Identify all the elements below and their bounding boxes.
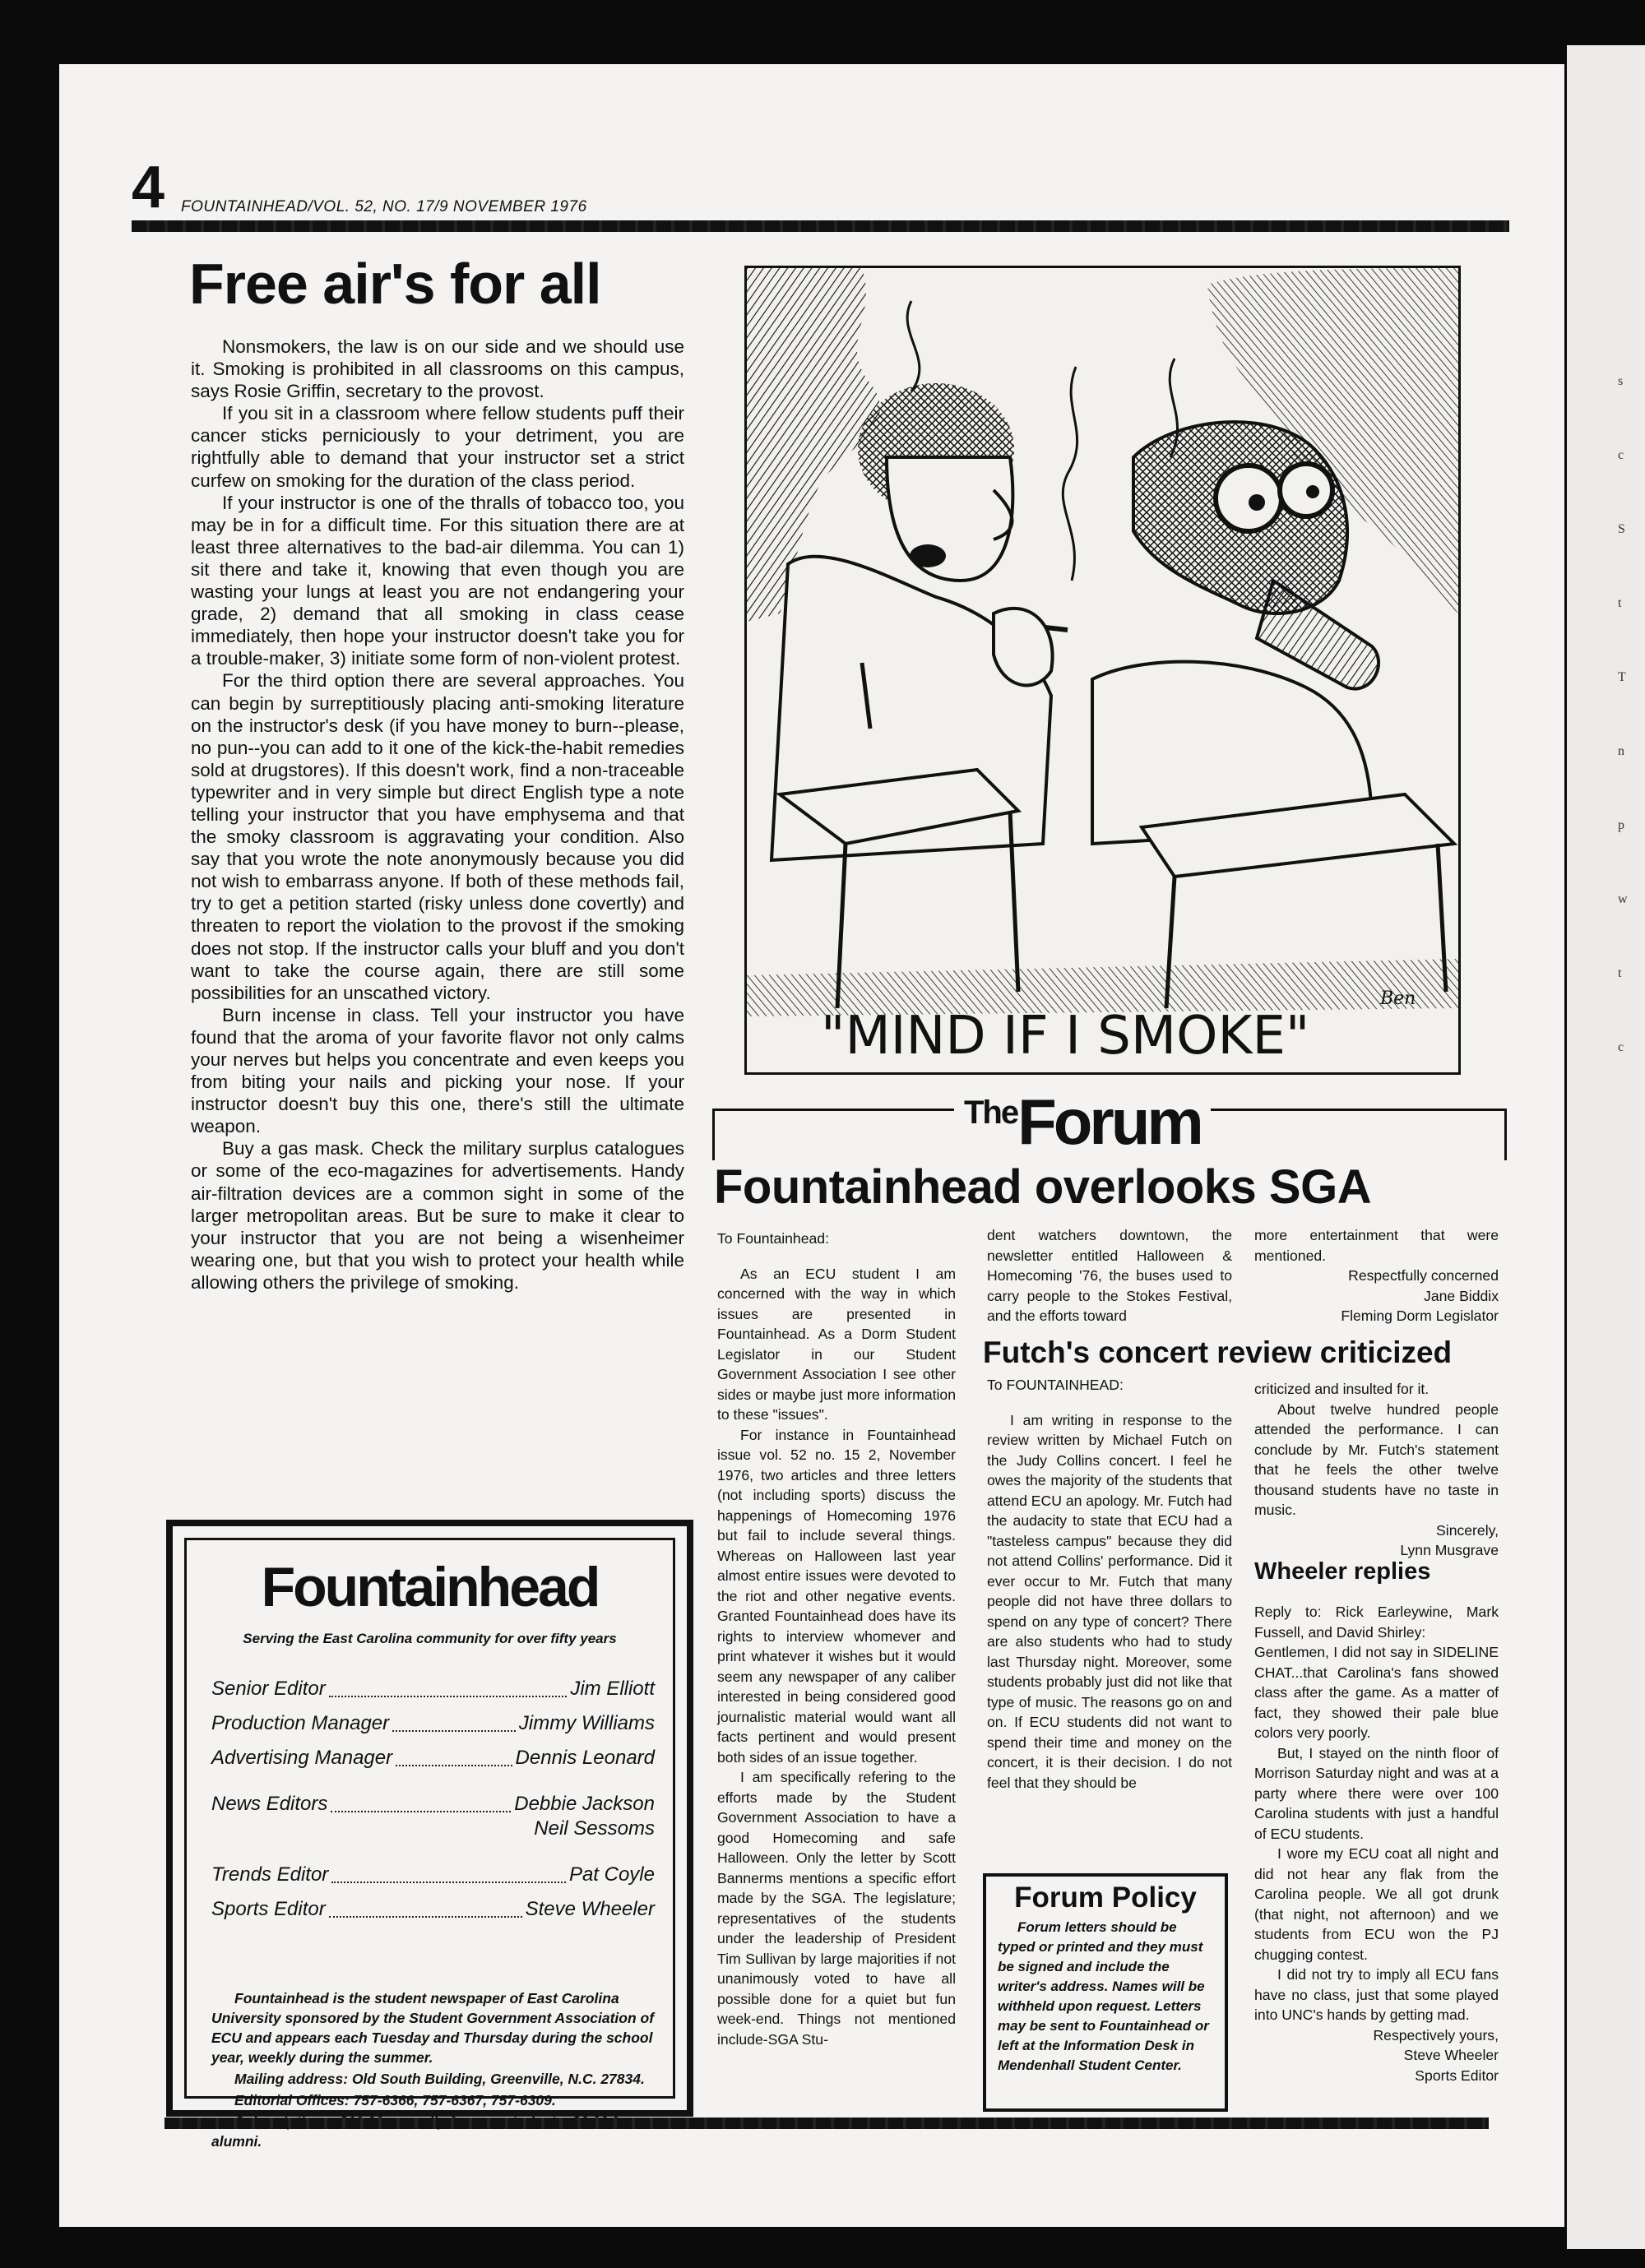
masthead-note: Mailing address: Old South Building, Greenville, N.C. 27834.	[234, 2071, 645, 2087]
letter-paragraph: I wore my ECU coat all night and did not hear any flak from the Carolina people. We all got drunk (that night, not afternoon) and we students from ECU won the PJ chugging contest.	[1254, 1845, 1499, 1963]
letter-salutation: To Fountainhead:	[717, 1230, 829, 1247]
adjacent-page-fragment: s	[1618, 374, 1624, 388]
forum-logo	[954, 1085, 1211, 1158]
wheeler-headline: Wheeler replies	[1254, 1558, 1431, 1585]
staff-row	[211, 1706, 655, 1741]
letter-reply-to: Reply to: Rick Earleywine, Mark Fussell, and David Shirley:	[1254, 1604, 1499, 1641]
editorial-headline: Free air's for all	[189, 252, 601, 316]
staff-row	[211, 1892, 655, 1927]
adjacent-page-edge	[1567, 45, 1645, 2249]
editorial-cartoon	[744, 266, 1461, 1075]
letter-signature-title: Fleming Dorm Legislator	[1341, 1308, 1499, 1324]
staff-role: Sports Editor	[211, 1898, 326, 1920]
cartoon-caption: "MIND IF I SMOKE"	[821, 1006, 1310, 1067]
adjacent-page-fragment: n	[1618, 744, 1624, 758]
adjacent-page-fragment: S	[1618, 522, 1625, 536]
staff-role: News Editors	[211, 1793, 328, 1815]
adjacent-page-fragment: T	[1618, 670, 1626, 684]
letter-salutation: To FOUNTAINHEAD:	[987, 1377, 1124, 1393]
forum-policy-box	[983, 1873, 1228, 2112]
editorial-paragraph: If you sit in a classroom where fellow students puff their cancer sticks perniciously to your detriment, you are rightfully able to demand that your instructor set a strict curfew on smoking for the duration of the class period.	[191, 403, 684, 491]
letter-wheeler	[1254, 1602, 1499, 2085]
letter-sga-col-b	[987, 1225, 1232, 1326]
editorial-paragraph: Nonsmokers, the law is on our side and we should use it. Smoking is prohibited in all classrooms on this campus, says Rosie Griffin, secretary to the provost.	[191, 336, 684, 402]
staff-name: Jimmy Williams	[518, 1712, 655, 1734]
letter-signature-title: Sports Editor	[1415, 2067, 1499, 2084]
cartoon-drawing	[747, 268, 1458, 1072]
staff-name: Jim Elliott	[570, 1678, 655, 1700]
letter-paragraph: For instance in Fountainhead issue vol. 52 no. 15 2, November 1976, two articles and three letters (not including sports) discuss the happenings of Homecoming 1976 but fail to include several things. Whereas on Halloween last year almost entire issues were devoted to the riot and other negative events. Granted Fountainhead does have its rights to interview whomever and print whatever it wishes but it would seem any newspaper of any caliber interested in being considered good journalistic material would want all facts pertinent and would present both sides of an issue together.	[717, 1426, 956, 1766]
man-face	[887, 457, 1012, 581]
staff-role: Trends Editor	[211, 1863, 329, 1886]
adjacent-page-fragment: t	[1618, 966, 1622, 980]
letter-futch-col-a	[987, 1375, 1232, 1793]
staff-role: Advertising Manager	[211, 1747, 393, 1769]
staff-name: Steve Wheeler	[525, 1898, 655, 1920]
adjacent-page-fragment: t	[1618, 596, 1622, 610]
staff-row	[211, 1741, 655, 1775]
staff-role: Production Manager	[211, 1712, 390, 1734]
letter-signature: Steve Wheeler	[1403, 2047, 1499, 2063]
staff-name: Debbie Jackson	[514, 1793, 655, 1815]
forum-policy-title: Forum Policy	[1014, 1882, 1197, 1914]
letter-paragraph: But, I stayed on the ninth floor of Morrison Saturday night and was at a party where there were over 100 Carolina students with just a handful of ECU students.	[1254, 1744, 1499, 1842]
masthead-inner	[184, 1538, 675, 2150]
adjacent-page-fragment: p	[1618, 818, 1624, 832]
letter-paragraph: I did not try to imply all ECU fans have no class, just that some played into UNC's hands by getting mad.	[1254, 1966, 1499, 2023]
letter-closing: Respectfully concerned	[1348, 1267, 1499, 1284]
letter-paragraph: dent watchers downtown, the newsletter entitled Halloween & Homecoming '76, the buses used to carry people to the Stokes Festival, and the efforts toward	[987, 1227, 1232, 1324]
letter-paragraph: criticized and insulted for it.	[1254, 1381, 1430, 1397]
forum-logo-the: The	[964, 1095, 1018, 1131]
masthead-tagline: Serving the East Carolina community for over fifty years	[243, 1631, 617, 1646]
letter-paragraph: more entertainment that were mentioned.	[1254, 1227, 1499, 1264]
masthead-note: Editorial Offices: 757-6366, 757-6367, 757-6309.	[234, 2092, 556, 2108]
page-number: 4	[132, 155, 165, 220]
editorial-body	[191, 336, 684, 1294]
letter-paragraph: As an ECU student I am concerned with the way in which issues are presented in Fountainhead. As a Dorm Student Legislator in our Student Government Association I see other sides or maybe just more information to these "issues".	[717, 1265, 956, 1423]
adjacent-page-fragment: w	[1618, 892, 1628, 906]
adjacent-page-fragment: c	[1618, 448, 1624, 462]
letter-sga-col-a	[717, 1229, 956, 2049]
staff-name: Pat Coyle	[568, 1863, 655, 1886]
editorial-paragraph: Buy a gas mask. Check the military surplus catalogues or some of the eco-magazines for advertisements. Handy air-filtration devices are a common sight in some of the larger metropolitan areas. But be sure to make it clear to your instructor that you are not being a wisenheimer wearing one, but that you wish to protect your health while allowing others the privilege of smoking.	[191, 1138, 684, 1293]
adjacent-page-fragment: c	[1618, 1040, 1624, 1054]
staff-row	[211, 1858, 655, 1892]
bottom-rule	[164, 2118, 1489, 2129]
man-hand	[994, 609, 1053, 686]
staff-name: Neil Sessoms	[534, 1817, 655, 1840]
masthead-box	[166, 1520, 693, 2150]
editorial-paragraph: Burn incense in class. Tell your instructor you have found that the aroma of your favorite flavor not only calms your nerves but helps you concentrate and even keeps you from biting your nails and picking your nose. If your instructor doesn't buy this one, there's still the ultimate weapon.	[191, 1004, 684, 1137]
staff-row	[211, 1812, 655, 1846]
top-rule	[132, 220, 1509, 232]
issue-line: FOUNTAINHEAD/VOL. 52, NO. 17/9 NOVEMBER 1976	[181, 198, 587, 215]
letter-closing: Sincerely,	[1436, 1521, 1499, 1539]
cartoon-signature: Ben	[1380, 988, 1416, 1009]
letter-paragraph: I am specifically refering to the efforts made by the Student Government Association to have a good Homecoming and safe Halloween. Only the letter by Scott Bannerms mentions a specific effort made by the SGA. The legislature; representatives of the students under the leadership of President Tim Sullivan by large majorities if not unanimously voted to have all possible done for a quiet but fun week-end. Things not mentioned include-SGA Stu-	[717, 1769, 956, 2048]
letter-paragraph: Gentlemen, I did not say in SIDELINE CHAT...that Carolina's fans showed class after the game. As a matter of fact, they showed their pale blue colors very poorly.	[1254, 1644, 1499, 1741]
letter-paragraph: I am writing in response to the review written by Michael Futch on the Judy Collins concert. I feel he owes the majority of the students that attend ECU an apology. Mr. Futch had the audacity to state that ECU had a "tasteless campus" because they did not attend Collins' performance. Did it ever occur to Mr. Futch that many people did not have three dollars to spend on any type of concert? There are also students who had to study last Thursday night. Moreover, some students probably just did not like that type of music. The reasons go on and on. If ECU students did not want to spend their time and money on the concert, it is their decision. I do not feel that they should be	[987, 1411, 1232, 1791]
mask-eye-left	[1216, 465, 1281, 531]
staff-name: Dennis Leonard	[515, 1747, 655, 1769]
editorial-paragraph: If your instructor is one of the thralls of tobacco too, you may be in for a difficult time. For this situation there are at least three alternatives to the bad-air dilemma. You can 1) sit there and take it, knowing that even though you are wasting your lungs at least you are not endangering your grade, 2) demand that all smoking in class cease immediately, then hope your instructor doesn't take you for a trouble-maker, 3) initiate some form of non-violent protest.	[191, 492, 684, 669]
masthead-title: Fountainhead	[261, 1556, 599, 1618]
letter-signature: Lynn Musgrave	[1400, 1542, 1499, 1558]
staff-row	[211, 1672, 655, 1706]
forum-headline: Fountainhead overlooks SGA	[714, 1160, 1372, 1214]
man-mouth	[910, 544, 946, 567]
staff-role: Senior Editor	[211, 1678, 326, 1700]
letter-sga-col-c	[1254, 1225, 1499, 1326]
letter-paragraph: About twelve hundred people attended the performance. I can conclude by Mr. Futch's statement that he feels the other twelve thousand students have no taste in music.	[1254, 1400, 1499, 1518]
letter-signature: Jane Biddix	[1424, 1287, 1499, 1304]
editorial-paragraph: For the third option there are several approaches. You can begin by surreptitiously placing anti-smoking literature on the instructor's desk (if you have money to burn--please, no pun--you can add to it one of the kick-the-habit remedies sold at drugstores). If this doesn't work, find a non-traceable typewriter and in very simple but direct English type a note telling your instructor that you have emphysema and that the smoky classroom is aggravating your condition. Also say that you wrote the note anonymously because you did not wish to embarrass anyone. If both of these methods fail, try to get a petition started (risky unless done covertly) and threaten to report the violation to the provost if the smoking does not stop. If the instructor calls your bluff and you don't want to take the course again, there are still some possibilities for an unscathed victory.	[191, 670, 684, 1003]
futch-headline: Futch's concert review criticized	[983, 1335, 1453, 1369]
mask-eye-right	[1280, 464, 1332, 516]
masthead-note: alumni.	[211, 2133, 262, 2150]
letter-futch-col-b	[1254, 1379, 1499, 1561]
forum-logo-forum: Forum	[1017, 1085, 1201, 1158]
letter-closing: Respectively yours,	[1373, 2026, 1499, 2044]
masthead-note: Fountainhead is the student newspaper of East Carolina University sponsored by the Student Government Association of ECU and appears each Tuesday and Thursday during the school year, weekly during the summer.	[211, 1990, 655, 2066]
staff-list	[211, 1672, 655, 1927]
forum-policy-text: Forum letters should be typed or printed and they must be signed and include the writer's address. Names will be withheld upon request. Letters may be sent to Fountainhead or left at the Information Desk in Mendenhall Student Center.	[998, 1919, 1209, 2073]
